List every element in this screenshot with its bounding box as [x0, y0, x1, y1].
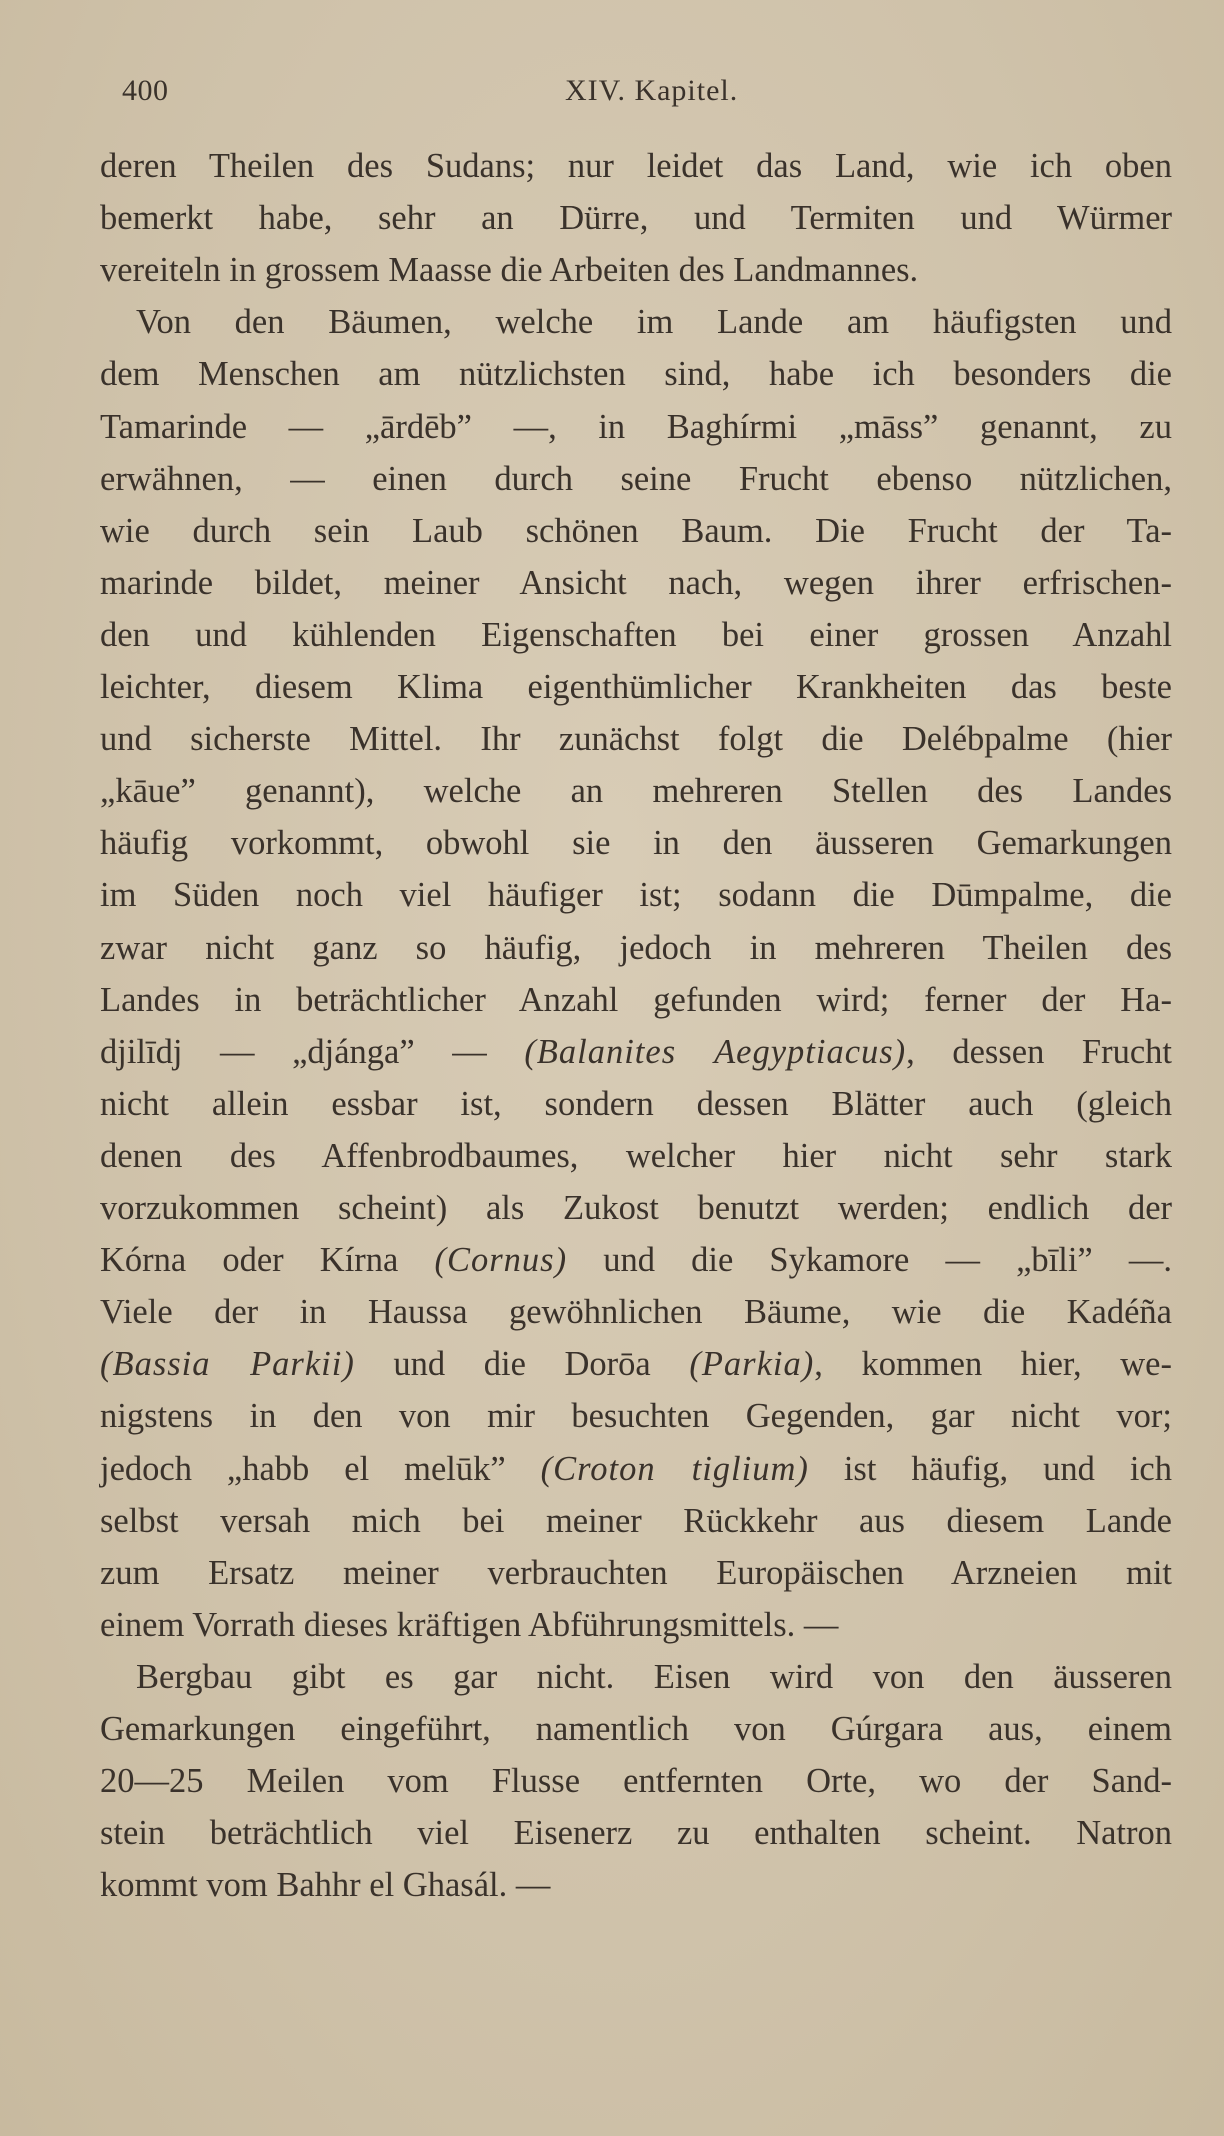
text-line [100, 1130, 1172, 1182]
text-segment: Viele der in Haussa gewöhnlichen Bäume, wie die Kadéña [100, 1293, 1172, 1332]
text-line [100, 1234, 1172, 1286]
text-segment: vorzukommen scheint) als Zukost benutzt werden; endlich der [100, 1189, 1172, 1227]
text-line [100, 1703, 1172, 1755]
text-segment: nigstens in den von mir besuchten Gegenden, gar nicht vor; [100, 1397, 1172, 1436]
text-line [100, 505, 1172, 557]
text-segment: und sicherste Mittel. Ihr zunächst folgt die Delébpalme (hier [100, 720, 1172, 759]
text-line [100, 1026, 1172, 1078]
text-line [100, 1338, 1172, 1390]
text-line [100, 1286, 1172, 1338]
text-segment: den und kühlenden Eigenschaften bei einer grossen Anzahl [100, 615, 1172, 654]
text-segment: , dessen Frucht [906, 1032, 1172, 1071]
text-segment: ist häufig, und ich [808, 1449, 1172, 1488]
text-segment: marinde bildet, meiner Ansicht nach, wegen ihrer erfrischen- [100, 563, 1172, 602]
text-line [100, 661, 1172, 713]
latin-name: (Bassia Parkii) [100, 1345, 355, 1384]
text-segment: vereiteln in grossem Maasse die Arbeiten des Landmannes. [100, 251, 919, 290]
text-line [100, 1443, 1172, 1495]
latin-name: (Balanites Aegyptiacus) [524, 1032, 907, 1071]
latin-name: (Parkia) [689, 1345, 815, 1384]
text-segment: dem Menschen am nützlichsten sind, habe ich besonders die [100, 355, 1172, 394]
text-line [136, 296, 1172, 348]
text-line [100, 453, 1172, 505]
text-segment: jedoch „habb el melūk” [100, 1449, 541, 1488]
text-segment: bemerkt habe, sehr an Dürre, und Termiten und Würmer [100, 199, 1172, 238]
text-line [100, 1182, 1172, 1234]
text-segment: häufig vorkommt, obwohl sie in den äusseren Gemarkungen [100, 824, 1172, 863]
text-line [100, 1495, 1172, 1547]
text-line [100, 192, 1172, 244]
text-segment: leichter, diesem Klima eigenthümlicher Krankheiten das beste [100, 668, 1172, 706]
text-line [100, 244, 1172, 296]
text-segment: wie durch sein Laub schönen Baum. Die Frucht der Ta- [100, 511, 1172, 550]
page-number: 400 [122, 74, 169, 107]
text-segment: 20—25 Meilen vom Flusse entfernten Orte, wo der Sand- [100, 1762, 1172, 1801]
text-segment: und die Sykamore — „bīli” —. [567, 1241, 1172, 1280]
text-line [100, 557, 1172, 609]
text-line [100, 1807, 1172, 1859]
text-line [100, 1859, 1172, 1911]
text-line [100, 817, 1172, 869]
text-segment: , kommen hier, we- [814, 1345, 1172, 1384]
text-segment: und die Dorōa [354, 1345, 690, 1384]
running-head: XIV. Kapitel. [565, 74, 739, 107]
text-segment: zwar nicht ganz so häufig, jedoch in mehreren Theilen des [100, 928, 1172, 967]
page-header [122, 74, 762, 114]
text-segment: denen des Affenbrodbaumes, welcher hier nicht sehr stark [100, 1136, 1172, 1175]
text-segment: Kórna oder Kírna [100, 1241, 435, 1280]
text-segment: deren Theilen des Sudans; nur leidet das Land, wie ich oben [100, 147, 1172, 185]
text-segment: djilīdj — „djánga” — [100, 1032, 525, 1071]
text-line [100, 140, 1172, 192]
text-segment: stein beträchtlich viel Eisenerz zu enthalten scheint. Natron [100, 1814, 1172, 1853]
text-segment: Landes in beträchtlicher Anzahl gefunden wird; ferner der Ha- [100, 980, 1172, 1019]
text-line [100, 401, 1172, 453]
text-line [100, 922, 1172, 974]
text-line [136, 1651, 1172, 1703]
text-line [100, 1390, 1172, 1442]
text-segment: erwähnen, — einen durch seine Frucht ebenso nützlichen, [100, 459, 1172, 498]
text-line [100, 974, 1172, 1026]
text-line [100, 1755, 1172, 1807]
text-line [100, 713, 1172, 765]
text-line [100, 1547, 1172, 1599]
latin-name: (Croton tiglium) [540, 1449, 809, 1488]
text-segment: Von den Bäumen, welche im Lande am häufigsten und [136, 303, 1172, 342]
text-segment: selbst versah mich bei meiner Rückkehr aus diesem Lande [100, 1501, 1172, 1540]
text-segment: nicht allein essbar ist, sondern dessen Blätter auch (gleich [100, 1084, 1172, 1123]
text-segment: Tamarinde — „ārdēb” —, in Baghírmi „māss” genannt, zu [100, 407, 1172, 446]
text-line [100, 609, 1172, 661]
text-line [100, 1599, 1172, 1651]
latin-name: (Cornus) [434, 1241, 568, 1280]
text-segment: kommt vom Bahhr el Ghasál. — [100, 1866, 551, 1905]
text-line [100, 765, 1172, 817]
text-segment: einem Vorrath dieses kräftigen Abführungsmittels. — [100, 1605, 839, 1644]
text-segment: „kāue” genannt), welche an mehreren Stellen des Landes [100, 772, 1172, 811]
text-line [100, 869, 1172, 921]
text-segment: zum Ersatz meiner verbrauchten Europäischen Arzneien mit [100, 1553, 1172, 1592]
text-line [100, 348, 1172, 400]
text-segment: Bergbau gibt es gar nicht. Eisen wird von den äusseren [136, 1657, 1172, 1696]
text-segment: Gemarkungen eingeführt, namentlich von Gúrgara aus, einem [100, 1710, 1172, 1748]
text-segment: im Süden noch viel häufiger ist; sodann die Dūmpalme, die [100, 876, 1172, 915]
text-line [100, 1078, 1172, 1130]
